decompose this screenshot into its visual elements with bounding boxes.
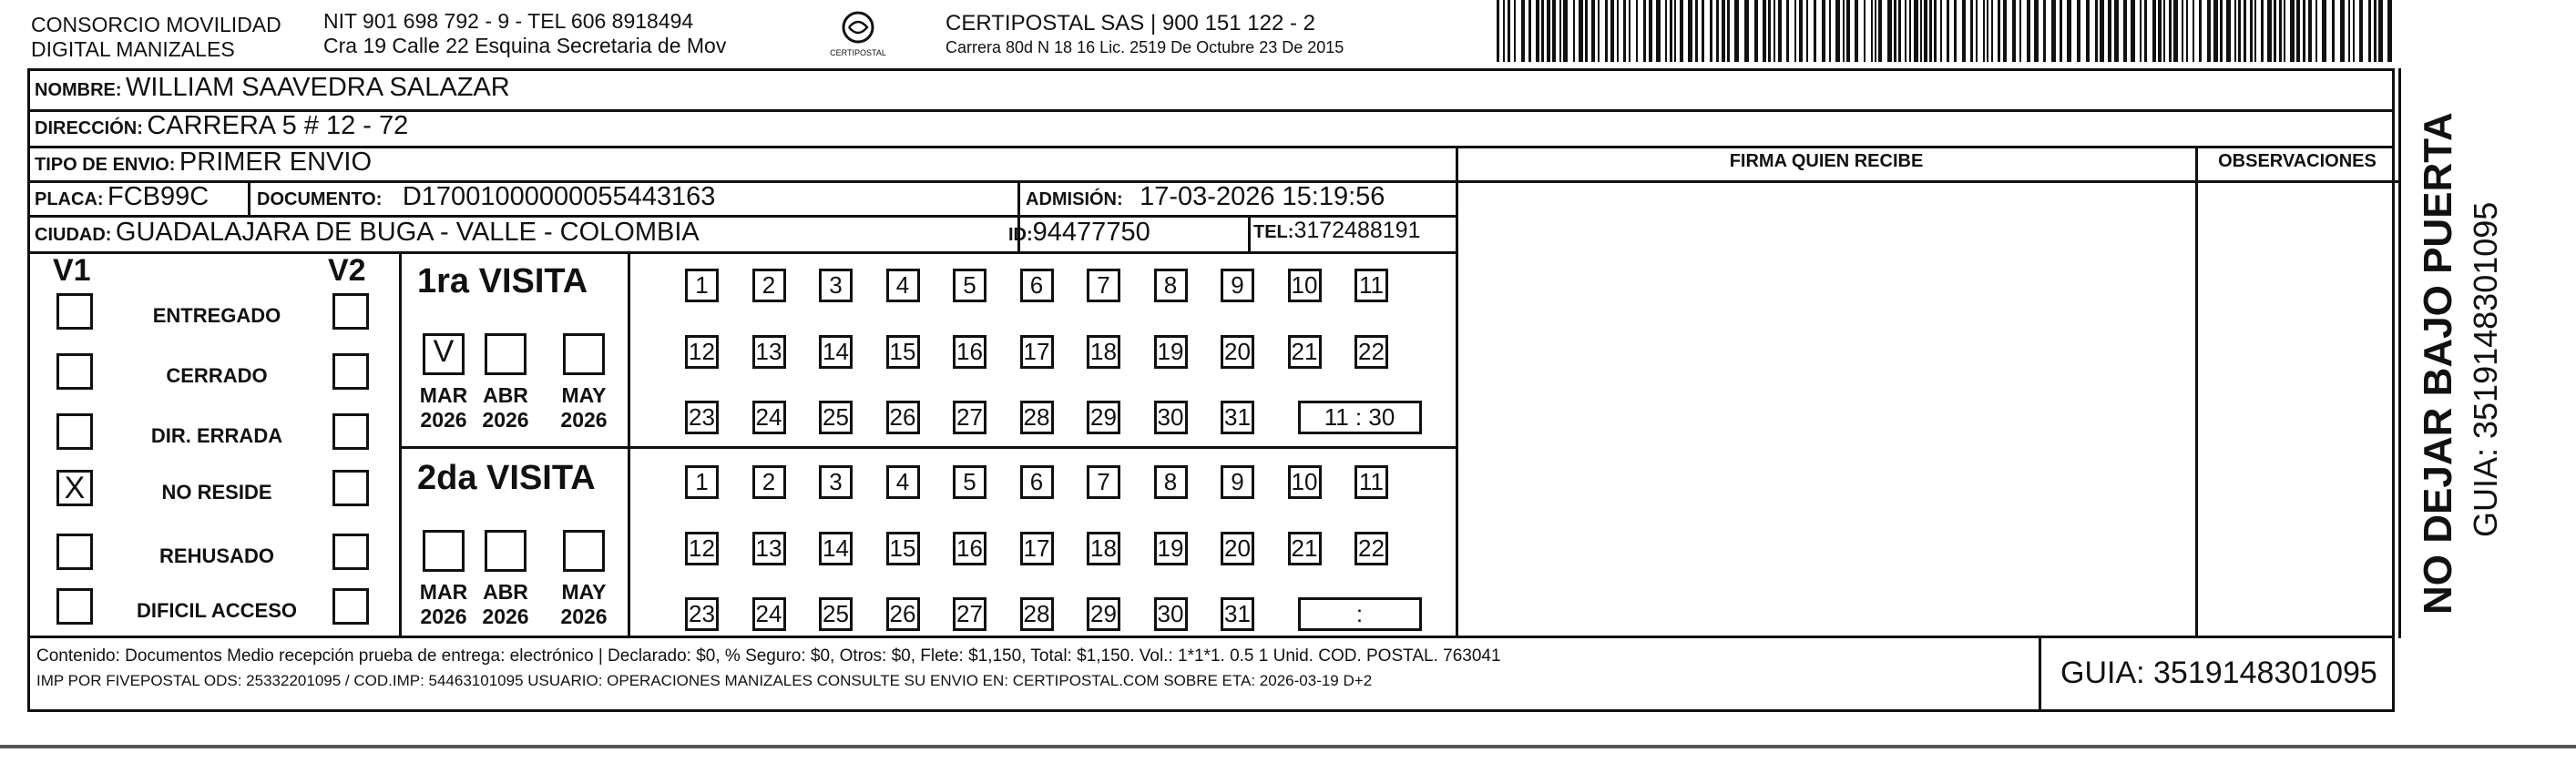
v2-label: V2 bbox=[328, 253, 366, 288]
barcode-bar bbox=[2173, 0, 2178, 62]
day-cell[interactable]: 27 bbox=[953, 401, 986, 434]
day-cell[interactable]: 19 bbox=[1154, 335, 1188, 369]
month-checkbox[interactable] bbox=[485, 530, 526, 572]
admision-field bbox=[1026, 182, 1385, 212]
day-cell[interactable]: 22 bbox=[1354, 335, 1388, 369]
placa-label: PLACA: bbox=[35, 189, 104, 209]
barcode-bar bbox=[2003, 0, 2007, 62]
barcode-bar bbox=[1947, 0, 1949, 62]
barcode-bar bbox=[2123, 0, 2127, 62]
barcode-bar bbox=[2315, 0, 2317, 62]
day-cell[interactable]: 5 bbox=[953, 269, 986, 302]
day-cell[interactable]: 3 bbox=[819, 465, 853, 499]
day-cell[interactable]: 8 bbox=[1154, 269, 1188, 302]
barcode-bar bbox=[2322, 0, 2326, 62]
day-cell[interactable]: 23 bbox=[685, 401, 719, 434]
barcode-bar bbox=[1734, 0, 1739, 62]
day-cell[interactable]: 10 bbox=[1288, 269, 1322, 302]
barcode-bar bbox=[1559, 0, 1561, 62]
day-cell[interactable]: 20 bbox=[1221, 532, 1254, 565]
day-cell[interactable]: 3 bbox=[819, 269, 853, 302]
barcode-bar bbox=[2296, 0, 2300, 62]
side-guia: GUIA: 3519148301095 bbox=[2467, 201, 2504, 537]
day-cell[interactable]: 11 bbox=[1354, 465, 1388, 499]
month-name: MAR bbox=[419, 383, 468, 407]
barcode-bar bbox=[2019, 0, 2021, 62]
v2-checkbox[interactable] bbox=[332, 353, 369, 390]
barcode-bar bbox=[2152, 0, 2156, 62]
month-checkbox[interactable] bbox=[563, 530, 605, 572]
barcode-bar bbox=[1786, 0, 1789, 62]
tipo-envio-row bbox=[35, 148, 372, 178]
barcode-bar bbox=[2220, 0, 2223, 62]
barcode-bar bbox=[1829, 0, 1831, 62]
barcode-bar bbox=[1617, 0, 1619, 62]
barcode-bar bbox=[1934, 0, 1937, 62]
company-line-1: CONSORCIO MOVILIDAD bbox=[31, 13, 281, 36]
day-cell[interactable]: 27 bbox=[953, 597, 986, 631]
month-checkbox[interactable] bbox=[485, 333, 526, 375]
barcode-bar bbox=[1536, 0, 1539, 62]
day-cell[interactable]: 9 bbox=[1221, 465, 1254, 499]
day-cell[interactable]: 9 bbox=[1221, 269, 1254, 302]
barcode-bar bbox=[1744, 0, 1749, 62]
barcode-bar bbox=[2303, 0, 2305, 62]
tipo-envio-value: PRIMER ENVIO bbox=[179, 148, 373, 177]
v1-checkbox[interactable] bbox=[56, 293, 93, 330]
barcode-bar bbox=[1763, 0, 1766, 62]
barcode-bar bbox=[2140, 0, 2142, 62]
day-cell[interactable]: 17 bbox=[1020, 335, 1054, 369]
time-box[interactable]: 11 : 30 bbox=[1298, 401, 1422, 434]
day-cell[interactable]: 29 bbox=[1087, 597, 1120, 631]
tipo-envio-label: TIPO DE ENVIO: bbox=[35, 155, 176, 175]
barcode-bar bbox=[1909, 0, 1911, 62]
day-cell[interactable]: 5 bbox=[953, 465, 986, 499]
day-cell[interactable]: 24 bbox=[752, 597, 786, 631]
barcode-bar bbox=[2034, 0, 2039, 62]
barcode-bar bbox=[2348, 0, 2350, 62]
barcode-bar bbox=[2163, 0, 2165, 62]
direccion-label: DIRECCIÓN: bbox=[35, 118, 143, 138]
v2-checkbox[interactable] bbox=[332, 588, 369, 625]
day-cell[interactable]: 21 bbox=[1288, 532, 1322, 565]
barcode-bar bbox=[1541, 0, 1544, 62]
day-cell[interactable]: 4 bbox=[886, 269, 920, 302]
barcode-bar bbox=[1774, 0, 1775, 62]
v1-checkbox[interactable] bbox=[56, 588, 93, 625]
courier-line-2: Carrera 80d N 18 16 Lic. 2519 De Octubre 23 De 2015 bbox=[946, 38, 1344, 56]
day-cell[interactable]: 15 bbox=[886, 335, 920, 369]
barcode-bar bbox=[1768, 0, 1771, 62]
barcode-bar bbox=[2193, 0, 2194, 62]
barcode-bar bbox=[2213, 0, 2218, 62]
barcode-bar bbox=[2169, 0, 2172, 62]
month-checkbox[interactable] bbox=[423, 530, 465, 572]
barcode-bar bbox=[2131, 0, 2135, 62]
id-field bbox=[1008, 218, 1150, 248]
day-cell[interactable]: 31 bbox=[1221, 597, 1254, 631]
barcode-bar bbox=[2359, 0, 2363, 62]
firma-label: FIRMA QUIEN RECIBE bbox=[1729, 151, 1924, 171]
barcode-bar bbox=[2274, 0, 2276, 62]
month-label bbox=[412, 580, 475, 629]
barcode-bar bbox=[2207, 0, 2211, 62]
status-option-label: DIFICIL ACCESO bbox=[136, 599, 297, 622]
barcode-bar bbox=[1987, 0, 1988, 62]
day-cell[interactable]: 7 bbox=[1087, 465, 1120, 499]
barcode-bar bbox=[2077, 0, 2080, 62]
month-name: ABR bbox=[483, 383, 528, 407]
barcode-bar bbox=[2261, 0, 2264, 62]
status-option-label: DIR. ERRADA bbox=[150, 424, 283, 447]
status-option-label: ENTREGADO bbox=[152, 304, 281, 327]
day-cell[interactable]: 18 bbox=[1087, 335, 1120, 369]
day-cell[interactable]: 29 bbox=[1087, 401, 1120, 434]
barcode-bar bbox=[1670, 0, 1672, 62]
firma-header bbox=[1457, 151, 2195, 172]
barcode-bar bbox=[1855, 0, 1858, 62]
company-line-2: DIGITAL MANIZALES bbox=[31, 37, 235, 61]
day-cell[interactable]: 22 bbox=[1354, 532, 1388, 565]
barcode bbox=[1497, 0, 2394, 62]
placa-field bbox=[35, 182, 209, 212]
id-label: ID: bbox=[1008, 225, 1033, 245]
barcode-bar bbox=[2244, 0, 2246, 62]
barcode-bar bbox=[1875, 0, 1876, 62]
day-cell[interactable]: 15 bbox=[886, 532, 920, 565]
barcode-bar bbox=[2378, 0, 2383, 62]
day-cell[interactable]: 28 bbox=[1020, 401, 1054, 434]
barcode-bar bbox=[1924, 0, 1927, 62]
day-cell[interactable]: 12 bbox=[685, 532, 719, 565]
day-cell[interactable]: 26 bbox=[886, 401, 920, 434]
barcode-bar bbox=[2100, 0, 2104, 62]
barcode-bar bbox=[1905, 0, 1906, 62]
direccion-value: CARRERA 5 # 12 - 72 bbox=[147, 111, 409, 140]
month-label bbox=[474, 580, 537, 629]
barcode-bar bbox=[1503, 0, 1505, 62]
barcode-bar bbox=[1940, 0, 1942, 62]
barcode-bar bbox=[1754, 0, 1758, 62]
barcode-bar bbox=[1508, 0, 1510, 62]
barcode-bar bbox=[2051, 0, 2056, 62]
admision-label: ADMISIÓN: bbox=[1026, 189, 1123, 209]
ciudad-label: CIUDAD: bbox=[35, 225, 112, 245]
barcode-bar bbox=[2144, 0, 2147, 62]
month-year: 2026 bbox=[420, 408, 467, 432]
barcode-bar bbox=[2086, 0, 2090, 62]
barcode-bar bbox=[1623, 0, 1626, 62]
barcode-bar bbox=[1983, 0, 1985, 62]
v2-checkbox[interactable] bbox=[332, 413, 369, 450]
barcode-bar bbox=[1598, 0, 1600, 62]
barcode-bar bbox=[1898, 0, 1901, 62]
day-cell[interactable]: 17 bbox=[1020, 532, 1054, 565]
ciudad-value: GUADALAJARA DE BUGA - VALLE - COLOMBIA bbox=[115, 218, 700, 247]
v2-checkbox[interactable] bbox=[332, 470, 369, 506]
barcode-bar bbox=[1585, 0, 1588, 62]
day-cell[interactable]: 31 bbox=[1221, 401, 1254, 434]
barcode-bar bbox=[1674, 0, 1676, 62]
barcode-bar bbox=[1710, 0, 1712, 62]
v1-checkbox[interactable] bbox=[56, 534, 93, 570]
barcode-bar bbox=[2368, 0, 2371, 62]
day-cell[interactable]: 1 bbox=[685, 465, 719, 499]
nombre-label: NOMBRE: bbox=[35, 80, 122, 100]
barcode-bar bbox=[2199, 0, 2202, 62]
barcode-bar bbox=[1822, 0, 1825, 62]
barcode-bar bbox=[1799, 0, 1803, 62]
barcode-bar bbox=[2332, 0, 2335, 62]
status-option-label: REHUSADO bbox=[159, 544, 274, 567]
month-name: MAY bbox=[561, 580, 607, 604]
barcode-bar bbox=[2027, 0, 2030, 62]
certipostal-logo-icon bbox=[837, 9, 879, 46]
barcode-bar bbox=[2012, 0, 2016, 62]
barcode-bar bbox=[1610, 0, 1614, 62]
v2-checkbox[interactable] bbox=[332, 534, 369, 570]
barcode-bar bbox=[1794, 0, 1796, 62]
barcode-bar bbox=[1591, 0, 1595, 62]
day-cell[interactable]: 11 bbox=[1354, 269, 1388, 302]
barcode-bar bbox=[2182, 0, 2183, 62]
barcode-bar bbox=[1727, 0, 1730, 62]
ciudad-field bbox=[35, 218, 700, 248]
day-cell[interactable]: 12 bbox=[685, 335, 719, 369]
company-name bbox=[31, 13, 281, 62]
barcode-bar bbox=[2114, 0, 2119, 62]
observaciones-header bbox=[2197, 151, 2397, 172]
footer-line-2: IMP POR FIVEPOSTAL ODS: 25332201095 / COD.IMP: 54463101095 USUARIO: OPERACIONES MANIZALES CONSULTE SU ENVIO EN: CERTIPOSTAL.COM SOBRE ETA: 2026-03-19 D+2 bbox=[36, 672, 1373, 689]
day-cell[interactable]: 23 bbox=[685, 597, 719, 631]
day-cell[interactable]: 6 bbox=[1020, 269, 1054, 302]
barcode-bar bbox=[1665, 0, 1667, 62]
barcode-bar bbox=[1864, 0, 1866, 62]
barcode-bar bbox=[1998, 0, 2000, 62]
day-cell[interactable]: 21 bbox=[1288, 335, 1322, 369]
day-cell[interactable]: 19 bbox=[1154, 532, 1188, 565]
barcode-bar bbox=[1778, 0, 1782, 62]
barcode-bar bbox=[1878, 0, 1882, 62]
barcode-bar bbox=[1814, 0, 1816, 62]
day-cell[interactable]: 4 bbox=[886, 465, 920, 499]
v1-label: V1 bbox=[53, 253, 91, 288]
day-cell[interactable]: 30 bbox=[1154, 597, 1188, 631]
day-cell[interactable]: 20 bbox=[1221, 335, 1254, 369]
day-cell[interactable]: 26 bbox=[886, 597, 920, 631]
barcode-bar bbox=[2186, 0, 2188, 62]
barcode-bar bbox=[2374, 0, 2377, 62]
footer-guia: GUIA: 3519148301095 bbox=[2060, 656, 2377, 690]
barcode-bar bbox=[1976, 0, 1978, 62]
nit-line-1: NIT 901 698 792 - 9 - TEL 606 8918494 bbox=[323, 9, 694, 33]
barcode-bar bbox=[1547, 0, 1550, 62]
barcode-bar bbox=[1649, 0, 1652, 62]
barcode-bar bbox=[1656, 0, 1661, 62]
placa-value: FCB99C bbox=[107, 182, 210, 211]
v2-checkbox[interactable] bbox=[332, 293, 369, 330]
documento-value: D17001000000055443163 bbox=[402, 182, 716, 211]
barcode-bar bbox=[1605, 0, 1608, 62]
barcode-bar bbox=[2250, 0, 2253, 62]
day-cell[interactable]: 30 bbox=[1154, 401, 1188, 434]
tel-value: 3172488191 bbox=[1293, 218, 1421, 243]
month-label bbox=[474, 383, 537, 432]
barcode-bar bbox=[1680, 0, 1683, 62]
barcode-bar bbox=[1954, 0, 1957, 62]
id-value: 94477750 bbox=[1032, 218, 1150, 247]
day-cell[interactable]: 2 bbox=[752, 269, 786, 302]
day-cell[interactable]: 13 bbox=[752, 335, 786, 369]
barcode-bar bbox=[2254, 0, 2256, 62]
barcode-bar bbox=[2226, 0, 2231, 62]
barcode-bar bbox=[1962, 0, 1966, 62]
day-cell[interactable]: 18 bbox=[1087, 532, 1120, 565]
day-cell[interactable]: 7 bbox=[1087, 269, 1120, 302]
month-label bbox=[552, 580, 616, 629]
nombre-value: WILLIAM SAAVEDRA SALAZAR bbox=[126, 73, 510, 102]
day-cell[interactable]: 6 bbox=[1020, 465, 1054, 499]
barcode-bar bbox=[1702, 0, 1704, 62]
no-dejar-bajo-puerta: NO DEJAR BAJO PUERTA bbox=[2416, 112, 2460, 615]
barcode-bar bbox=[1497, 0, 1499, 62]
barcode-bar bbox=[1514, 0, 1516, 62]
admision-value: 17-03-2026 15:19:56 bbox=[1140, 182, 1385, 211]
barcode-bar bbox=[2158, 0, 2162, 62]
barcode-bar bbox=[1563, 0, 1568, 62]
barcode-bar bbox=[2234, 0, 2236, 62]
barcode-bar bbox=[1914, 0, 1918, 62]
nit-line-2: Cra 19 Calle 22 Esquina Secretaria de Mov bbox=[323, 34, 727, 57]
barcode-bar bbox=[2043, 0, 2046, 62]
month-year: 2026 bbox=[482, 605, 529, 628]
barcode-bar bbox=[1887, 0, 1892, 62]
barcode-bar bbox=[1871, 0, 1873, 62]
month-year: 2026 bbox=[560, 408, 608, 432]
month-year: 2026 bbox=[560, 605, 608, 628]
day-cell[interactable]: 28 bbox=[1020, 597, 1054, 631]
tel-field bbox=[1253, 218, 1420, 244]
v1-checkbox[interactable] bbox=[56, 413, 93, 450]
month-label bbox=[552, 383, 616, 432]
day-cell[interactable]: 14 bbox=[819, 335, 853, 369]
visit-title: 2da VISITA bbox=[417, 459, 596, 497]
barcode-bar bbox=[2284, 0, 2285, 62]
barcode-bar bbox=[2340, 0, 2345, 62]
day-cell[interactable]: 10 bbox=[1288, 465, 1322, 499]
barcode-bar bbox=[2267, 0, 2272, 62]
v1-checkbox[interactable]: X bbox=[56, 470, 93, 506]
visit-title: 1ra VISITA bbox=[417, 262, 588, 300]
day-cell[interactable]: 13 bbox=[752, 532, 786, 565]
observaciones-label: OBSERVACIONES bbox=[2218, 151, 2377, 171]
courier-info bbox=[946, 10, 1344, 58]
barcode-bar bbox=[1806, 0, 1808, 62]
bottom-edge bbox=[0, 745, 2576, 748]
barcode-bar bbox=[1929, 0, 1932, 62]
certipostal-logo bbox=[829, 9, 887, 57]
barcode-bar bbox=[1573, 0, 1575, 62]
day-cell[interactable]: 2 bbox=[752, 465, 786, 499]
barcode-bar bbox=[1894, 0, 1896, 62]
tel-label: TEL: bbox=[1253, 222, 1294, 242]
barcode-bar bbox=[2108, 0, 2111, 62]
barcode-bar bbox=[2238, 0, 2241, 62]
barcode-bar bbox=[2387, 0, 2392, 62]
status-option-label: NO RESIDE bbox=[161, 481, 272, 504]
barcode-bar bbox=[1843, 0, 1845, 62]
day-cell[interactable]: 25 bbox=[819, 401, 853, 434]
barcode-bar bbox=[2095, 0, 2098, 62]
day-cell[interactable]: 25 bbox=[819, 597, 853, 631]
month-name: MAR bbox=[419, 580, 468, 604]
nombre-row bbox=[35, 73, 510, 103]
barcode-bar bbox=[1579, 0, 1583, 62]
month-label bbox=[412, 383, 475, 432]
v1-checkbox[interactable] bbox=[56, 353, 93, 390]
barcode-bar bbox=[2290, 0, 2295, 62]
barcode-bar bbox=[2308, 0, 2312, 62]
month-name: MAY bbox=[561, 383, 607, 407]
documento-label: DOCUMENTO: bbox=[257, 189, 383, 209]
barcode-bar bbox=[1688, 0, 1692, 62]
barcode-bar bbox=[1716, 0, 1719, 62]
barcode-bar bbox=[1835, 0, 1840, 62]
courier-line-1: CERTIPOSTAL SAS | 900 151 122 - 2 bbox=[946, 11, 1315, 36]
barcode-bar bbox=[1722, 0, 1725, 62]
direccion-row bbox=[35, 111, 408, 141]
barcode-bar bbox=[1636, 0, 1638, 62]
day-cell[interactable]: 24 bbox=[752, 401, 786, 434]
barcode-bar bbox=[1920, 0, 1922, 62]
month-year: 2026 bbox=[420, 605, 467, 628]
barcode-bar bbox=[2279, 0, 2282, 62]
barcode-bar bbox=[1695, 0, 1698, 62]
barcode-bar bbox=[1528, 0, 1531, 62]
barcode-bar bbox=[2060, 0, 2062, 62]
barcode-bar bbox=[2067, 0, 2071, 62]
barcode-bar bbox=[1521, 0, 1525, 62]
barcode-bar bbox=[1846, 0, 1850, 62]
day-cell[interactable]: 14 bbox=[819, 532, 853, 565]
month-checkbox[interactable]: V bbox=[423, 333, 465, 375]
company-nit bbox=[323, 9, 726, 58]
barcode-bar bbox=[1629, 0, 1630, 62]
day-cell[interactable]: 16 bbox=[953, 532, 986, 565]
logo-text: CERTIPOSTAL bbox=[830, 48, 886, 57]
barcode-bar bbox=[1991, 0, 1993, 62]
barcode-bar bbox=[1643, 0, 1646, 62]
barcode-bar bbox=[1552, 0, 1556, 62]
barcode-bar bbox=[1970, 0, 1973, 62]
day-cell[interactable]: 8 bbox=[1154, 465, 1188, 499]
month-year: 2026 bbox=[482, 408, 529, 432]
day-cell[interactable]: 1 bbox=[685, 269, 719, 302]
month-checkbox[interactable] bbox=[563, 333, 605, 375]
time-box[interactable]: : bbox=[1298, 597, 1422, 631]
day-cell[interactable]: 16 bbox=[953, 335, 986, 369]
month-name: ABR bbox=[483, 580, 528, 604]
barcode-bar bbox=[2353, 0, 2355, 62]
status-option-label: CERRADO bbox=[166, 364, 268, 387]
documento-field bbox=[257, 182, 715, 212]
footer-line-1: Contenido: Documentos Medio recepción prueba de entrega: electrónico | Declarado: $0, % Seguro: $0, Otros: $0, Flete: $1,150, Total: $1,150. Vol.: 1*1*1. 0.5 1 Unid. COD. POSTAL. 763041 bbox=[36, 646, 1501, 666]
